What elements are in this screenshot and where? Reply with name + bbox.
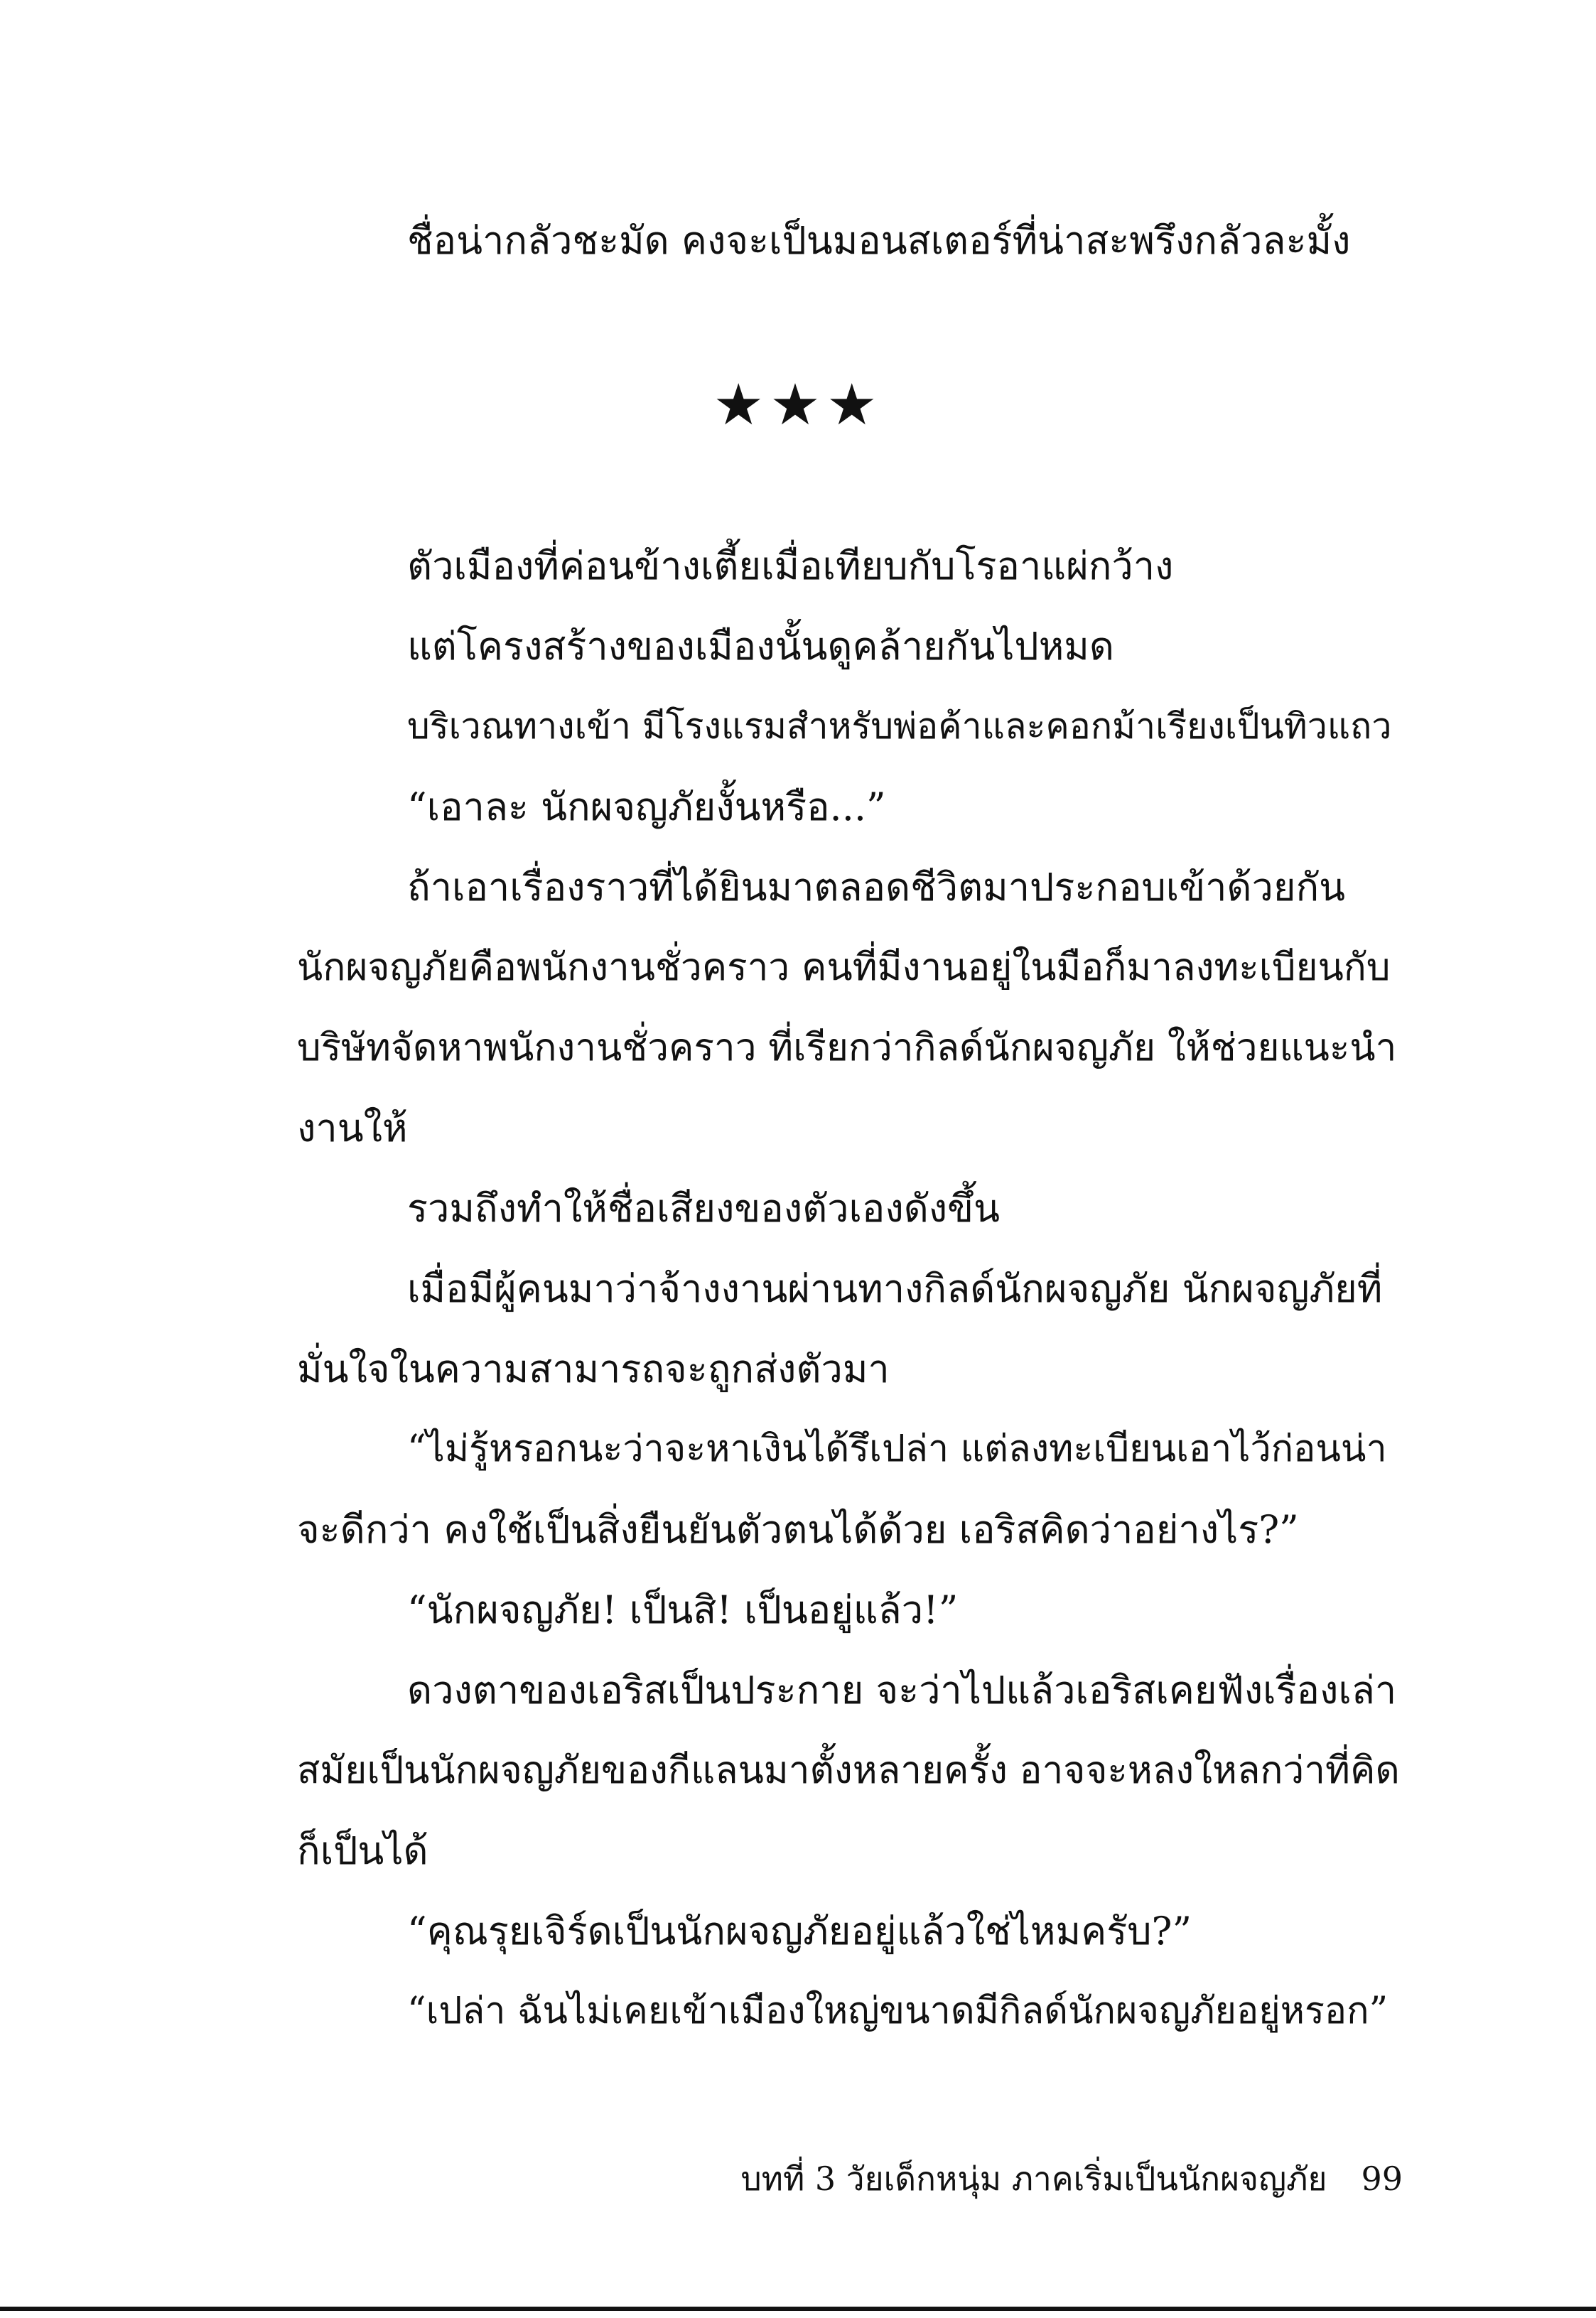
paragraph-line: บริษัทจัดหาพนักงานชั่วคราว ที่เรียกว่ากิลด์นักผจญภัย ให้ช่วยแนะนำ — [297, 1026, 1397, 1069]
paragraph-line: “เอาละ นักผจญภัยงั้นหรือ...” — [407, 785, 886, 829]
paragraph-line: ดวงตาของเอริสเป็นประกาย จะว่าไปแล้วเอริสเคยฟังเรื่องเล่า — [407, 1668, 1397, 1713]
paragraph-line: สมัยเป็นนักผจญภัยของกีแลนมาตั้งหลายครั้ง อาจจะหลงใหลกว่าที่คิด — [297, 1749, 1400, 1792]
paragraph-line: แต่โครงสร้างของเมืองนั้นดูคล้ายกันไปหมด — [407, 624, 1114, 669]
bottom-rule — [0, 2307, 1596, 2311]
paragraph-line: “เปล่า ฉันไม่เคยเข้าเมืองใหญ่ขนาดมีกิลด์นักผจญภัยอยู่หรอก” — [407, 1990, 1389, 2032]
paragraph-line: ถ้าเอาเรื่องราวที่ได้ยินมาตลอดชีวิตมาประกอบเข้าด้วยกัน — [407, 865, 1346, 910]
paragraph-line: “คุณรุยเจิร์ดเป็นนักผจญภัยอยู่แล้วใช่ไหมครับ?” — [407, 1909, 1192, 1953]
paragraph-line: นักผจญภัยคือพนักงานชั่วคราว คนที่มีงานอยู่ในมือก็มาลงทะเบียนกับ — [297, 946, 1391, 989]
paragraph-line: จะดีกว่า คงใช้เป็นสิ่งยืนยันตัวตนได้ด้วย เอริสคิดว่าอย่างไร?” — [297, 1507, 1299, 1552]
paragraph-line: “ไม่รู้หรอกนะว่าจะหาเงินได้รึเปล่า แต่ลงทะเบียนเอาไว้ก่อนน่า — [407, 1428, 1387, 1470]
paragraph-line: ตัวเมืองที่ค่อนข้างเตี้ยเมื่อเทียบกับโรอาแผ่กว้าง — [407, 544, 1174, 588]
paragraph-line: บริเวณทางเข้า มีโรงแรมสำหรับพ่อค้าและคอกม้าเรียงเป็นทิวแถว — [407, 706, 1392, 747]
paragraph-line: ก็เป็นได้ — [297, 1828, 428, 1873]
paragraph-line: มั่นใจในความสามารถจะถูกส่งตัวมา — [297, 1347, 890, 1391]
paragraph-line: งานให้ — [297, 1106, 408, 1150]
chapter-title: บทที่ 3 วัยเด็กหนุ่ม ภาคเริ่มเป็นนักผจญภัย — [740, 2160, 1327, 2198]
lead-line: ชื่อน่ากลัวชะมัด คงจะเป็นมอนสเตอร์ที่น่าสะพรึงกลัวละมั้ง — [407, 218, 1351, 263]
paragraph-line: เมื่อมีผู้คนมาว่าจ้างงานผ่านทางกิลด์นักผจญภัย นักผจญภัยที่ — [407, 1266, 1383, 1311]
paragraph-line: “นักผจญภัย! เป็นสิ! เป็นอยู่แล้ว!” — [407, 1587, 959, 1632]
paragraph-line: รวมถึงทำให้ชื่อเสียงของตัวเองดังขึ้น — [407, 1186, 1000, 1231]
page-number: 99 — [1361, 2160, 1403, 2198]
section-break-stars: ★★★ — [713, 372, 883, 438]
body-text — [297, 526, 1403, 2052]
running-footer — [711, 2143, 1403, 2214]
